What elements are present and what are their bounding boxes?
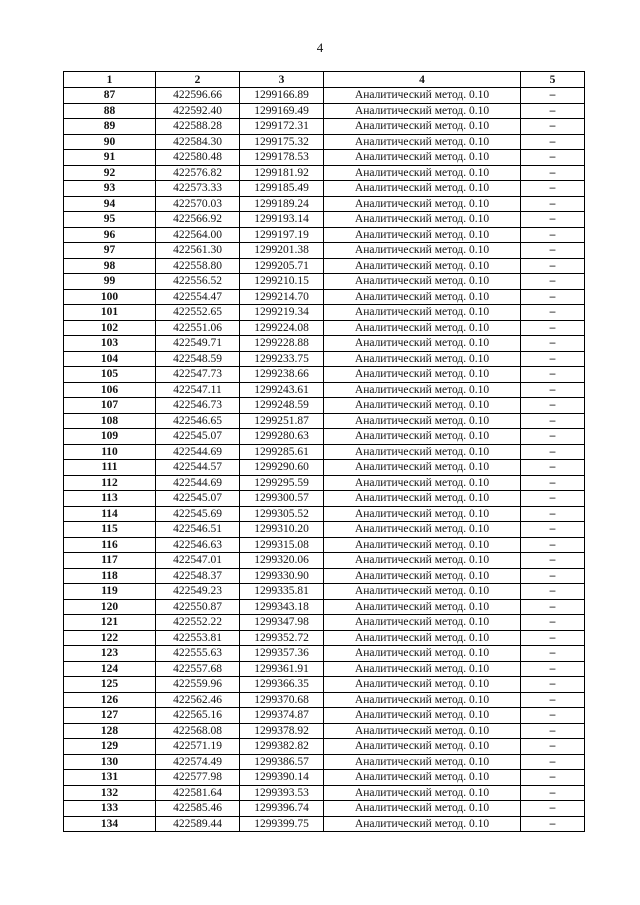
cell-point-number: 106 (64, 382, 156, 398)
cell-y-coordinate: 1299361.91 (240, 661, 324, 677)
cell-y-coordinate: 1299370.68 (240, 692, 324, 708)
cell-method: Аналитический метод. 0.10 (324, 630, 521, 646)
cell-method: Аналитический метод. 0.10 (324, 537, 521, 553)
table-header-row (64, 72, 585, 88)
cell-x-coordinate: 422564.00 (156, 227, 240, 243)
cell-x-coordinate: 422552.65 (156, 305, 240, 321)
cell-point-number: 96 (64, 227, 156, 243)
cell-x-coordinate: 422596.66 (156, 88, 240, 104)
cell-note: – (521, 274, 585, 290)
cell-x-coordinate: 422573.33 (156, 181, 240, 197)
cell-note: – (521, 584, 585, 600)
table-row (64, 413, 585, 429)
table-row (64, 537, 585, 553)
cell-x-coordinate: 422585.46 (156, 801, 240, 817)
cell-x-coordinate: 422584.30 (156, 134, 240, 150)
cell-y-coordinate: 1299214.70 (240, 289, 324, 305)
table-row (64, 630, 585, 646)
cell-point-number: 117 (64, 553, 156, 569)
cell-y-coordinate: 1299251.87 (240, 413, 324, 429)
cell-note: – (521, 785, 585, 801)
cell-note: – (521, 537, 585, 553)
cell-x-coordinate: 422581.64 (156, 785, 240, 801)
table-row (64, 615, 585, 631)
cell-point-number: 112 (64, 475, 156, 491)
cell-method: Аналитический метод. 0.10 (324, 785, 521, 801)
cell-y-coordinate: 1299248.59 (240, 398, 324, 414)
cell-note: – (521, 103, 585, 119)
cell-y-coordinate: 1299390.14 (240, 770, 324, 786)
cell-method: Аналитический метод. 0.10 (324, 165, 521, 181)
cell-note: – (521, 134, 585, 150)
table-row (64, 475, 585, 491)
cell-method: Аналитический метод. 0.10 (324, 491, 521, 507)
cell-note: – (521, 320, 585, 336)
cell-point-number: 107 (64, 398, 156, 414)
table-row (64, 227, 585, 243)
cell-note: – (521, 723, 585, 739)
table-row (64, 119, 585, 135)
table-row (64, 367, 585, 383)
cell-note: – (521, 196, 585, 212)
cell-y-coordinate: 1299205.71 (240, 258, 324, 274)
table-body (64, 88, 585, 832)
cell-note: – (521, 599, 585, 615)
cell-method: Аналитический метод. 0.10 (324, 289, 521, 305)
cell-x-coordinate: 422555.63 (156, 646, 240, 662)
cell-y-coordinate: 1299224.08 (240, 320, 324, 336)
cell-method: Аналитический метод. 0.10 (324, 599, 521, 615)
cell-y-coordinate: 1299290.60 (240, 460, 324, 476)
cell-x-coordinate: 422565.16 (156, 708, 240, 724)
cell-note: – (521, 506, 585, 522)
cell-method: Аналитический метод. 0.10 (324, 212, 521, 228)
cell-method: Аналитический метод. 0.10 (324, 274, 521, 290)
header-col-2: 2 (156, 72, 240, 88)
cell-method: Аналитический метод. 0.10 (324, 305, 521, 321)
cell-point-number: 128 (64, 723, 156, 739)
cell-point-number: 103 (64, 336, 156, 352)
cell-x-coordinate: 422548.37 (156, 568, 240, 584)
cell-x-coordinate: 422561.30 (156, 243, 240, 259)
cell-x-coordinate: 422548.59 (156, 351, 240, 367)
cell-point-number: 116 (64, 537, 156, 553)
cell-y-coordinate: 1299374.87 (240, 708, 324, 724)
cell-note: – (521, 568, 585, 584)
cell-y-coordinate: 1299197.19 (240, 227, 324, 243)
cell-method: Аналитический метод. 0.10 (324, 351, 521, 367)
cell-y-coordinate: 1299238.66 (240, 367, 324, 383)
cell-x-coordinate: 422547.73 (156, 367, 240, 383)
header-col-4: 4 (324, 72, 521, 88)
table-row (64, 816, 585, 832)
cell-note: – (521, 367, 585, 383)
cell-note: – (521, 615, 585, 631)
cell-method: Аналитический метод. 0.10 (324, 227, 521, 243)
table-row (64, 103, 585, 119)
cell-y-coordinate: 1299399.75 (240, 816, 324, 832)
cell-x-coordinate: 422547.01 (156, 553, 240, 569)
cell-method: Аналитический метод. 0.10 (324, 522, 521, 538)
cell-y-coordinate: 1299285.61 (240, 444, 324, 460)
cell-y-coordinate: 1299295.59 (240, 475, 324, 491)
cell-point-number: 100 (64, 289, 156, 305)
table-row (64, 382, 585, 398)
table-row (64, 429, 585, 445)
cell-method: Аналитический метод. 0.10 (324, 475, 521, 491)
cell-y-coordinate: 1299366.35 (240, 677, 324, 693)
cell-point-number: 111 (64, 460, 156, 476)
cell-method: Аналитический метод. 0.10 (324, 568, 521, 584)
cell-note: – (521, 677, 585, 693)
cell-point-number: 104 (64, 351, 156, 367)
cell-y-coordinate: 1299320.06 (240, 553, 324, 569)
cell-method: Аналитический метод. 0.10 (324, 336, 521, 352)
cell-point-number: 132 (64, 785, 156, 801)
cell-x-coordinate: 422546.73 (156, 398, 240, 414)
cell-note: – (521, 646, 585, 662)
cell-x-coordinate: 422559.96 (156, 677, 240, 693)
cell-y-coordinate: 1299185.49 (240, 181, 324, 197)
cell-note: – (521, 429, 585, 445)
cell-x-coordinate: 422556.52 (156, 274, 240, 290)
table-row (64, 522, 585, 538)
cell-method: Аналитический метод. 0.10 (324, 708, 521, 724)
cell-x-coordinate: 422576.82 (156, 165, 240, 181)
cell-x-coordinate: 422546.65 (156, 413, 240, 429)
cell-method: Аналитический метод. 0.10 (324, 429, 521, 445)
cell-x-coordinate: 422552.22 (156, 615, 240, 631)
cell-point-number: 114 (64, 506, 156, 522)
cell-method: Аналитический метод. 0.10 (324, 243, 521, 259)
cell-point-number: 102 (64, 320, 156, 336)
cell-point-number: 123 (64, 646, 156, 662)
cell-note: – (521, 212, 585, 228)
cell-point-number: 89 (64, 119, 156, 135)
table-row (64, 801, 585, 817)
table-row (64, 88, 585, 104)
cell-method: Аналитический метод. 0.10 (324, 460, 521, 476)
cell-x-coordinate: 422544.69 (156, 475, 240, 491)
cell-y-coordinate: 1299181.92 (240, 165, 324, 181)
cell-point-number: 94 (64, 196, 156, 212)
cell-method: Аналитический метод. 0.10 (324, 723, 521, 739)
cell-note: – (521, 460, 585, 476)
cell-method: Аналитический метод. 0.10 (324, 119, 521, 135)
cell-y-coordinate: 1299172.31 (240, 119, 324, 135)
table-row (64, 320, 585, 336)
cell-method: Аналитический метод. 0.10 (324, 801, 521, 817)
cell-x-coordinate: 422545.69 (156, 506, 240, 522)
cell-x-coordinate: 422546.63 (156, 537, 240, 553)
cell-method: Аналитический метод. 0.10 (324, 646, 521, 662)
cell-point-number: 91 (64, 150, 156, 166)
cell-method: Аналитический метод. 0.10 (324, 398, 521, 414)
cell-note: – (521, 491, 585, 507)
cell-point-number: 105 (64, 367, 156, 383)
cell-x-coordinate: 422547.11 (156, 382, 240, 398)
cell-point-number: 131 (64, 770, 156, 786)
cell-note: – (521, 243, 585, 259)
cell-point-number: 87 (64, 88, 156, 104)
cell-y-coordinate: 1299335.81 (240, 584, 324, 600)
table-row (64, 491, 585, 507)
cell-method: Аналитический метод. 0.10 (324, 615, 521, 631)
table-row (64, 646, 585, 662)
cell-y-coordinate: 1299396.74 (240, 801, 324, 817)
cell-x-coordinate: 422546.51 (156, 522, 240, 538)
cell-method: Аналитический метод. 0.10 (324, 444, 521, 460)
table-row (64, 754, 585, 770)
table-row (64, 398, 585, 414)
page-number: 4 (316, 40, 324, 55)
cell-method: Аналитический метод. 0.10 (324, 367, 521, 383)
cell-note: – (521, 522, 585, 538)
table-row (64, 708, 585, 724)
cell-note: – (521, 119, 585, 135)
table-row (64, 150, 585, 166)
cell-y-coordinate: 1299189.24 (240, 196, 324, 212)
table-row (64, 553, 585, 569)
cell-point-number: 129 (64, 739, 156, 755)
cell-x-coordinate: 422580.48 (156, 150, 240, 166)
cell-method: Аналитический метод. 0.10 (324, 413, 521, 429)
cell-point-number: 108 (64, 413, 156, 429)
cell-method: Аналитический метод. 0.10 (324, 770, 521, 786)
cell-y-coordinate: 1299300.57 (240, 491, 324, 507)
cell-point-number: 93 (64, 181, 156, 197)
cell-point-number: 95 (64, 212, 156, 228)
table-row (64, 243, 585, 259)
cell-point-number: 98 (64, 258, 156, 274)
cell-x-coordinate: 422562.46 (156, 692, 240, 708)
table-row (64, 723, 585, 739)
cell-point-number: 90 (64, 134, 156, 150)
cell-x-coordinate: 422558.80 (156, 258, 240, 274)
cell-note: – (521, 661, 585, 677)
table-row (64, 692, 585, 708)
cell-y-coordinate: 1299228.88 (240, 336, 324, 352)
cell-y-coordinate: 1299166.89 (240, 88, 324, 104)
cell-point-number: 130 (64, 754, 156, 770)
cell-x-coordinate: 422571.19 (156, 739, 240, 755)
coordinates-table (63, 71, 585, 832)
cell-x-coordinate: 422557.68 (156, 661, 240, 677)
table-row (64, 568, 585, 584)
cell-y-coordinate: 1299243.61 (240, 382, 324, 398)
cell-note: – (521, 398, 585, 414)
cell-x-coordinate: 422589.44 (156, 816, 240, 832)
cell-note: – (521, 181, 585, 197)
table-row (64, 444, 585, 460)
cell-y-coordinate: 1299305.52 (240, 506, 324, 522)
cell-method: Аналитический метод. 0.10 (324, 816, 521, 832)
cell-method: Аналитический метод. 0.10 (324, 506, 521, 522)
cell-note: – (521, 88, 585, 104)
table-row (64, 274, 585, 290)
table-row (64, 599, 585, 615)
cell-method: Аналитический метод. 0.10 (324, 181, 521, 197)
cell-note: – (521, 630, 585, 646)
cell-x-coordinate: 422549.23 (156, 584, 240, 600)
cell-y-coordinate: 1299352.72 (240, 630, 324, 646)
cell-method: Аналитический метод. 0.10 (324, 692, 521, 708)
cell-x-coordinate: 422544.57 (156, 460, 240, 476)
cell-y-coordinate: 1299280.63 (240, 429, 324, 445)
cell-note: – (521, 413, 585, 429)
table-row (64, 165, 585, 181)
cell-y-coordinate: 1299193.14 (240, 212, 324, 228)
cell-note: – (521, 258, 585, 274)
cell-method: Аналитический метод. 0.10 (324, 661, 521, 677)
cell-note: – (521, 754, 585, 770)
cell-y-coordinate: 1299315.08 (240, 537, 324, 553)
cell-note: – (521, 692, 585, 708)
cell-y-coordinate: 1299178.53 (240, 150, 324, 166)
cell-y-coordinate: 1299175.32 (240, 134, 324, 150)
cell-point-number: 109 (64, 429, 156, 445)
table-row (64, 351, 585, 367)
cell-note: – (521, 336, 585, 352)
cell-point-number: 127 (64, 708, 156, 724)
cell-method: Аналитический метод. 0.10 (324, 739, 521, 755)
cell-x-coordinate: 422545.07 (156, 491, 240, 507)
table-row (64, 258, 585, 274)
table-row (64, 506, 585, 522)
cell-method: Аналитический метод. 0.10 (324, 258, 521, 274)
cell-point-number: 121 (64, 615, 156, 631)
cell-method: Аналитический метод. 0.10 (324, 382, 521, 398)
cell-y-coordinate: 1299343.18 (240, 599, 324, 615)
table-row (64, 305, 585, 321)
cell-note: – (521, 816, 585, 832)
cell-note: – (521, 150, 585, 166)
cell-y-coordinate: 1299357.36 (240, 646, 324, 662)
cell-x-coordinate: 422566.92 (156, 212, 240, 228)
cell-x-coordinate: 422551.06 (156, 320, 240, 336)
cell-method: Аналитический метод. 0.10 (324, 196, 521, 212)
cell-point-number: 88 (64, 103, 156, 119)
cell-y-coordinate: 1299330.90 (240, 568, 324, 584)
cell-note: – (521, 801, 585, 817)
cell-note: – (521, 739, 585, 755)
cell-note: – (521, 444, 585, 460)
cell-method: Аналитический метод. 0.10 (324, 553, 521, 569)
cell-x-coordinate: 422568.08 (156, 723, 240, 739)
cell-method: Аналитический метод. 0.10 (324, 584, 521, 600)
header-col-3: 3 (240, 72, 324, 88)
cell-point-number: 115 (64, 522, 156, 538)
cell-point-number: 97 (64, 243, 156, 259)
cell-method: Аналитический метод. 0.10 (324, 88, 521, 104)
cell-note: – (521, 351, 585, 367)
table-row (64, 739, 585, 755)
cell-method: Аналитический метод. 0.10 (324, 320, 521, 336)
cell-method: Аналитический метод. 0.10 (324, 150, 521, 166)
cell-point-number: 118 (64, 568, 156, 584)
cell-note: – (521, 305, 585, 321)
cell-note: – (521, 553, 585, 569)
table-row (64, 196, 585, 212)
cell-point-number: 133 (64, 801, 156, 817)
cell-y-coordinate: 1299378.92 (240, 723, 324, 739)
cell-point-number: 120 (64, 599, 156, 615)
cell-point-number: 92 (64, 165, 156, 181)
cell-note: – (521, 382, 585, 398)
cell-note: – (521, 770, 585, 786)
cell-y-coordinate: 1299233.75 (240, 351, 324, 367)
cell-point-number: 126 (64, 692, 156, 708)
cell-y-coordinate: 1299169.49 (240, 103, 324, 119)
cell-x-coordinate: 422588.28 (156, 119, 240, 135)
cell-y-coordinate: 1299310.20 (240, 522, 324, 538)
cell-method: Аналитический метод. 0.10 (324, 677, 521, 693)
cell-y-coordinate: 1299219.34 (240, 305, 324, 321)
cell-x-coordinate: 422570.03 (156, 196, 240, 212)
table-row (64, 785, 585, 801)
table-row (64, 336, 585, 352)
cell-y-coordinate: 1299393.53 (240, 785, 324, 801)
cell-y-coordinate: 1299210.15 (240, 274, 324, 290)
cell-x-coordinate: 422554.47 (156, 289, 240, 305)
cell-y-coordinate: 1299201.38 (240, 243, 324, 259)
table-row (64, 212, 585, 228)
cell-point-number: 122 (64, 630, 156, 646)
cell-note: – (521, 708, 585, 724)
cell-y-coordinate: 1299347.98 (240, 615, 324, 631)
cell-y-coordinate: 1299382.82 (240, 739, 324, 755)
cell-x-coordinate: 422592.40 (156, 103, 240, 119)
cell-point-number: 101 (64, 305, 156, 321)
cell-y-coordinate: 1299386.57 (240, 754, 324, 770)
cell-x-coordinate: 422545.07 (156, 429, 240, 445)
cell-x-coordinate: 422549.71 (156, 336, 240, 352)
cell-note: – (521, 289, 585, 305)
cell-x-coordinate: 422544.69 (156, 444, 240, 460)
table-row (64, 661, 585, 677)
cell-note: – (521, 227, 585, 243)
cell-x-coordinate: 422577.98 (156, 770, 240, 786)
cell-point-number: 99 (64, 274, 156, 290)
cell-note: – (521, 475, 585, 491)
header-col-1: 1 (64, 72, 156, 88)
cell-method: Аналитический метод. 0.10 (324, 754, 521, 770)
cell-point-number: 110 (64, 444, 156, 460)
table-row (64, 181, 585, 197)
cell-point-number: 134 (64, 816, 156, 832)
cell-method: Аналитический метод. 0.10 (324, 103, 521, 119)
header-col-5: 5 (521, 72, 585, 88)
cell-point-number: 125 (64, 677, 156, 693)
table-row (64, 134, 585, 150)
cell-point-number: 124 (64, 661, 156, 677)
table-row (64, 289, 585, 305)
cell-x-coordinate: 422574.49 (156, 754, 240, 770)
cell-x-coordinate: 422553.81 (156, 630, 240, 646)
table-row (64, 584, 585, 600)
table-row (64, 677, 585, 693)
cell-point-number: 113 (64, 491, 156, 507)
cell-point-number: 119 (64, 584, 156, 600)
table-row (64, 460, 585, 476)
table-row (64, 770, 585, 786)
cell-x-coordinate: 422550.87 (156, 599, 240, 615)
cell-note: – (521, 165, 585, 181)
cell-method: Аналитический метод. 0.10 (324, 134, 521, 150)
